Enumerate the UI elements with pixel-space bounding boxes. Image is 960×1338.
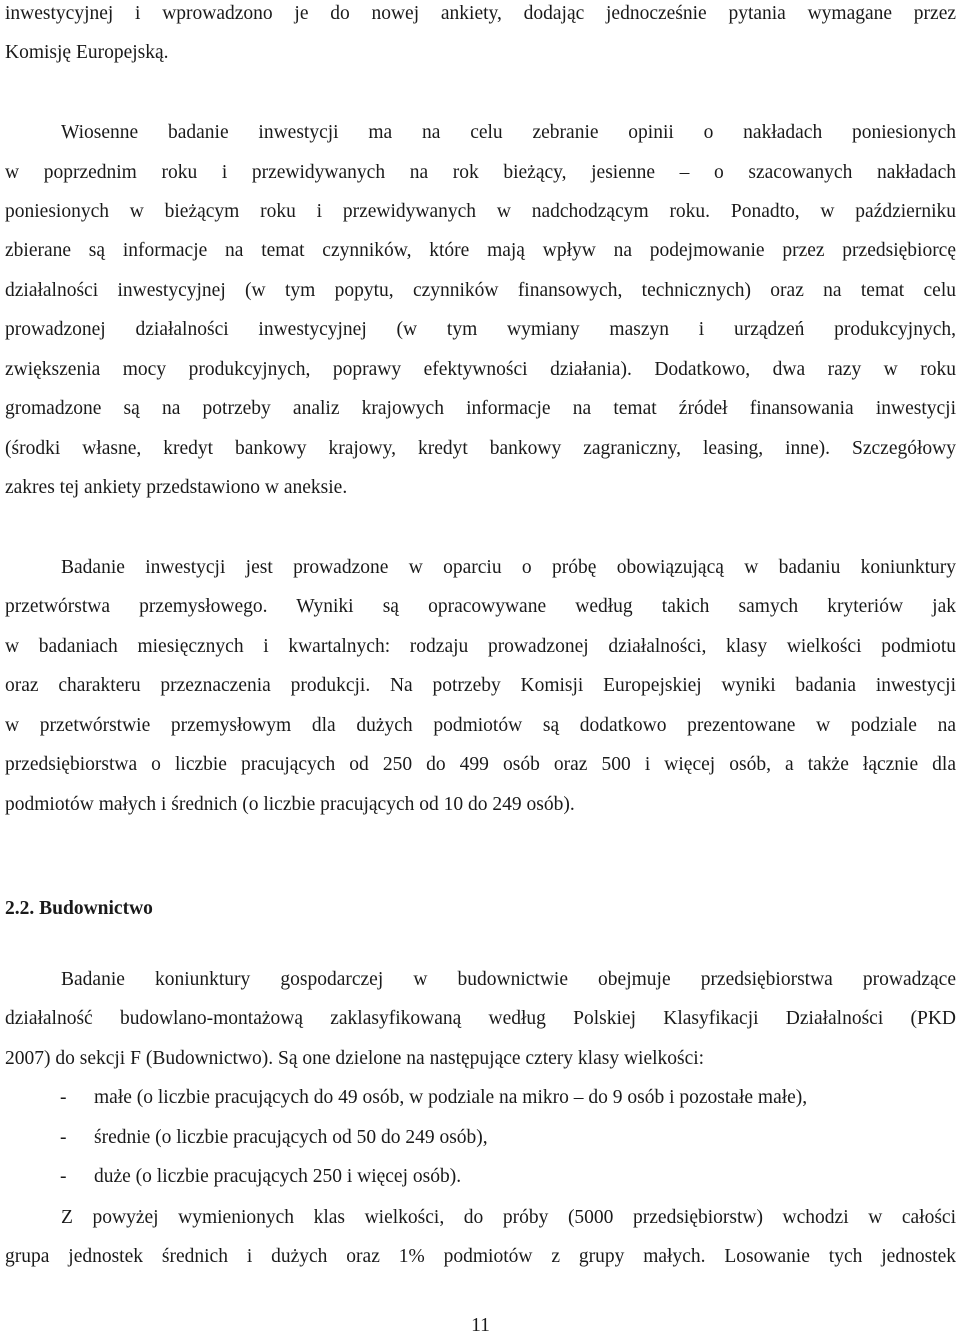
list-item-text: duże (o liczbie pracujących 250 i więcej osób). [94,1166,462,1187]
list-item-text: małe (o liczbie pracujących do 49 osób, w podziale na mikro – do 9 osób i pozostałe małe), [94,1087,808,1108]
paragraph-line: gromadzone są na potrzeby analiz krajowych informacje na temat źródeł finansowania inwestycji [5,398,956,419]
paragraph-line: w badaniach miesięcznych i kwartalnych: rodzaju prowadzonej działalności, klasy wielkości podmiotu [5,636,956,657]
paragraph-line: przedsiębiorstwa o liczbie pracujących od 250 do 499 osób oraz 500 i więcej osób, a także łącznie dla [5,754,956,775]
paragraph-line: Komisję Europejską. [5,42,169,63]
bullet-dash: - [60,1087,67,1108]
paragraph-line: poniesionych w bieżącym roku i przewidywanych w nadchodzącym roku. Ponadto, w październiku [5,201,956,222]
section-heading: 2.2. Budownictwo [5,898,153,919]
paragraph-line: zbierane są informacje na temat czynników, które mają wpływ na podejmowanie przez przedsiębiorcę [5,240,956,261]
paragraph-line: Badanie koniunktury gospodarczej w budownictwie obejmuje przedsiębiorstwa prowadzące [61,969,956,990]
paragraph-line: zakres tej ankiety przedstawiono w aneksie. [5,477,348,498]
page-number: 11 [471,1315,490,1336]
paragraph-line: prowadzonej działalności inwestycyjnej (w tym wymiany maszyn i urządzeń produkcyjnych, [5,319,956,340]
bullet-dash: - [60,1166,67,1187]
bullet-dash: - [60,1127,67,1148]
paragraph-line: działalność budowlano-montażową zaklasyfikowaną według Polskiej Klasyfikacji Działalności (PKD [5,1008,956,1029]
paragraph-line: przetwórstwa przemysłowego. Wyniki są opracowywane według takich samych kryteriów jak [5,596,956,617]
paragraph-line: inwestycyjnej i wprowadzono je do nowej ankiety, dodając jednocześnie pytania wymagane przez [5,3,956,24]
list-item [60,1126,956,1150]
paragraph-line: Z powyżej wymienionych klas wielkości, do próby (5000 przedsiębiorstw) wchodzi w całości [61,1207,956,1228]
paragraph-line: Wiosenne badanie inwestycji ma na celu zebranie opinii o nakładach poniesionych [61,122,956,143]
list-item-text: średnie (o liczbie pracujących od 50 do 249 osób), [94,1127,488,1148]
paragraph-line: grupa jednostek średnich i dużych oraz 1% podmiotów z grupy małych. Losowanie tych jednostek [5,1246,956,1267]
paragraph-line: podmiotów małych i średnich (o liczbie pracujących od 10 do 249 osób). [5,794,575,815]
paragraph-line: 2007) do sekcji F (Budownictwo). Są one dzielone na następujące cztery klasy wielkości: [5,1048,705,1069]
paragraph-line: działalności inwestycyjnej (w tym popytu, czynników finansowych, technicznych) oraz na temat celu [5,280,956,301]
list-item [60,1086,956,1110]
list-item [60,1165,956,1189]
paragraph-line: zwiększenia mocy produkcyjnych, poprawy efektywności działania). Dodatkowo, dwa razy w roku [5,359,956,380]
paragraph-line: w przetwórstwie przemysłowym dla dużych podmiotów są dodatkowo prezentowane w podziale na [5,715,956,736]
paragraph-line: Badanie inwestycji jest prowadzone w oparciu o próbę obowiązującą w badaniu koniunktury [61,557,956,578]
paragraph-line: (środki własne, kredyt bankowy krajowy, kredyt bankowy zagraniczny, leasing, inne). Szczegółowy [5,438,956,459]
paragraph-line: w poprzednim roku i przewidywanych na rok bieżący, jesienne – o szacowanych nakładach [5,162,956,183]
paragraph-line: oraz charakteru przeznaczenia produkcji. Na potrzeby Komisji Europejskiej wyniki badania inwestycji [5,675,956,696]
